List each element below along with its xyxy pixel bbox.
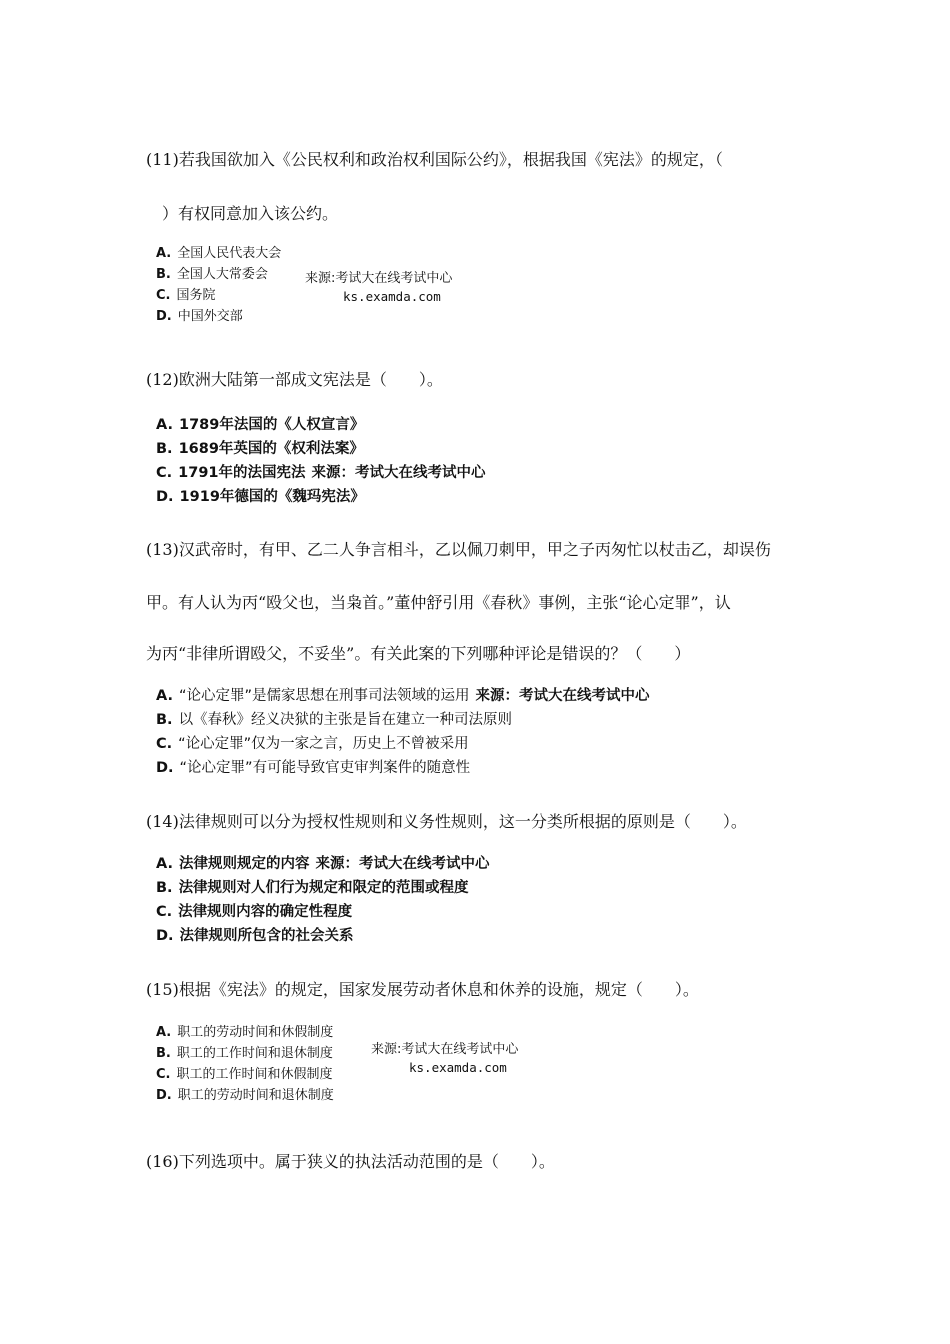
option-d: D. “论心定罪”有可能导致官吏审判案件的随意性 (156, 760, 471, 776)
source-watermark: 来源:考试大在线考试中心 ks.examda.com (371, 1042, 519, 1075)
source-watermark: 来源：考试大在线考试中心 (315, 856, 490, 872)
source-watermark: 来源：考试大在线考试中心 (311, 465, 486, 481)
question-13-options (156, 684, 650, 780)
question-13-stem-3: 为丙“非律所谓殴父，不妥坐”。有关此案的下列哪种评论是错误的？（ ） (146, 644, 691, 663)
question-12-options (156, 413, 486, 509)
option-c: C. “论心定罪”仅为一家之言，历史上不曾被采用 (156, 736, 469, 752)
question-11-stem: (11)若我国欲加入《公民权利和政治权利国际公约》，根据我国《宪法》的规定，（ (146, 150, 723, 169)
option-b: B. 以《春秋》经义决狱的主张是旨在建立一种司法原则 (156, 712, 513, 728)
option-a: A. 全国人民代表大会 (156, 246, 282, 261)
question-11-stem-cont: ）有权同意加入该公约。 (162, 204, 339, 223)
question-11-options (156, 243, 281, 327)
option-a: A. “论心定罪”是儒家思想在刑事司法领域的运用 来源：考试大在线考试中心 (156, 688, 650, 704)
option-d: D. 法律规则所包含的社会关系 (156, 928, 354, 944)
question-12-stem: (12)欧洲大陆第一部成文宪法是（ ）。 (146, 370, 443, 389)
question-15-options (156, 1022, 334, 1106)
source-watermark: 来源：考试大在线考试中心 (475, 688, 650, 704)
question-13-stem-2: 甲。有人认为丙“殴父也，当枭首。”董仲舒引用《春秋》事例，主张“论心定罪”，认 (146, 593, 731, 612)
option-c: C. 法律规则内容的确定性程度 (156, 904, 353, 920)
option-b: B. 法律规则对人们行为规定和限定的范围或程度 (156, 880, 469, 896)
option-d: D. 职工的劳动时间和退休制度 (156, 1088, 334, 1103)
option-b: B. 1689年英国的《权利法案》 (156, 441, 364, 457)
option-c: C. 国务院 (156, 288, 216, 303)
option-d: D. 1919年德国的《魏玛宪法》 (156, 489, 365, 505)
option-a: A. 职工的劳动时间和休假制度 (156, 1025, 334, 1040)
question-16-stem: (16)下列选项中。属于狭义的执法活动范围的是（ ）。 (146, 1152, 555, 1171)
question-14-stem: (14)法律规则可以分为授权性规则和义务性规则，这一分类所根据的原则是（ ）。 (146, 812, 747, 831)
question-14-options (156, 852, 490, 948)
option-c: C. 1791年的法国宪法 来源：考试大在线考试中心 (156, 465, 486, 481)
option-c: C. 职工的工作时间和休假制度 (156, 1067, 333, 1082)
question-13-stem-1: (13)汉武帝时，有甲、乙二人争言相斗，乙以佩刀刺甲，甲之子丙匆忙以杖击乙，却误伤 (146, 540, 771, 559)
question-15-stem: (15)根据《宪法》的规定，国家发展劳动者休息和休养的设施，规定（ ）。 (146, 980, 699, 999)
option-a: A. 法律规则规定的内容 来源：考试大在线考试中心 (156, 856, 490, 872)
source-watermark: 来源:考试大在线考试中心 ks.examda.com (305, 271, 453, 304)
option-b: B. 全国人大常委会 (156, 267, 268, 282)
option-b: B. 职工的工作时间和退休制度 (156, 1046, 333, 1061)
option-a: A. 1789年法国的《人权宣言》 (156, 417, 365, 433)
option-d: D. 中国外交部 (156, 309, 243, 324)
